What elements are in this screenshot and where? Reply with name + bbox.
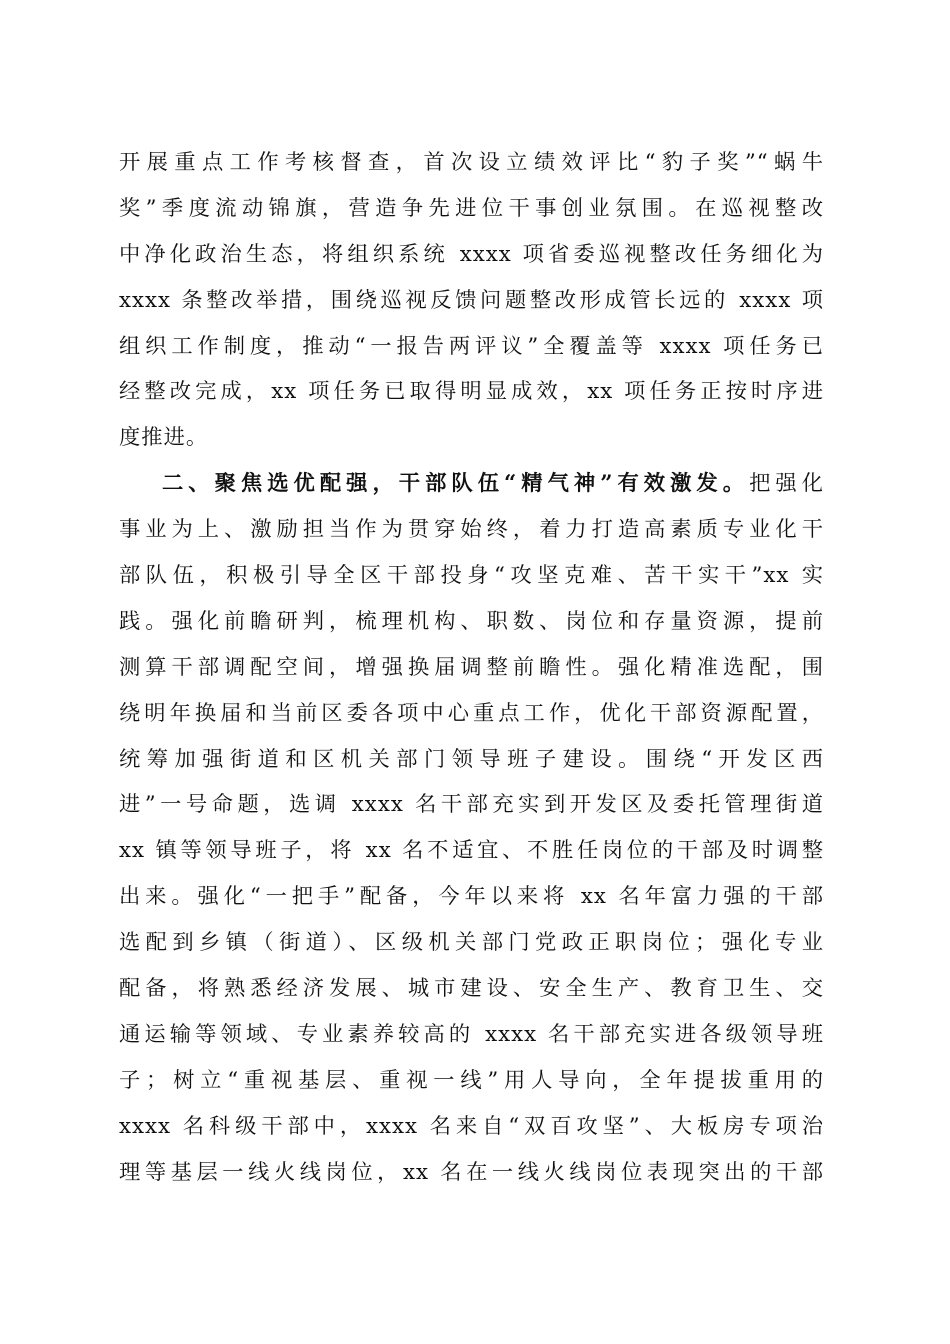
section-two-paragraph [119, 461, 824, 1195]
text-line: xxxx 条整改举措，围绕巡视反馈问题整改形成管长远的 xxxx 项 [119, 287, 824, 313]
text-line: 选配到乡镇（街道）、区级机关部门党政正职岗位；强化专业 [119, 930, 824, 956]
text-line: 统筹加强街道和区机关部门领导班子建设。围绕“开发区西 [119, 746, 824, 772]
text-line: xxxx 名科级干部中，xxxx 名来自“双百攻坚”、大板房专项治 [119, 1113, 824, 1139]
text-line: 践。强化前瞻研判，梳理机构、职数、岗位和存量资源，提前 [119, 608, 824, 634]
paragraph-continuation [119, 140, 824, 461]
text-line: 绕明年换届和当前区委各项中心重点工作，优化干部资源配置， [119, 700, 824, 726]
text-line: 事业为上、激励担当作为贯穿始终，着力打造高素质专业化干 [119, 517, 824, 543]
text-line: 度推进。 [119, 425, 209, 451]
text-line: 理等基层一线火线岗位，xx 名在一线火线岗位表现突出的干部 [119, 1159, 824, 1185]
section-heading-line [119, 461, 824, 507]
text-line: 配备，将熟悉经济发展、城市建设、安全生产、教育卫生、交 [119, 976, 824, 1002]
text-line: xx 镇等领导班子，将 xx 名不适宜、不胜任岗位的干部及时调整 [119, 838, 824, 864]
text-line: 经整改完成，xx 项任务已取得明显成效，xx 项任务正按时序进 [119, 379, 824, 405]
text-line: 测算干部调配空间，增强换届调整前瞻性。强化精准选配，围 [119, 654, 824, 680]
text-line: 进”一号命题，选调 xxxx 名干部充实到开发区及委托管理街道 [119, 792, 824, 818]
text-line: 组织工作制度，推动“一报告两评议”全覆盖等 xxxx 项任务已 [119, 333, 824, 359]
text-line: 部队伍，积极引导全区干部投身“攻坚克难、苦干实干”xx 实 [119, 563, 824, 589]
section-heading: 二、聚焦选优配强，干部队伍“精气神”有效激发。 [162, 471, 750, 497]
text-line: 通运输等领域、专业素养较高的 xxxx 名干部充实进各级领导班 [119, 1021, 824, 1047]
text-line: 奖”季度流动锦旗，营造争先进位干事创业氛围。在巡视整改 [119, 195, 824, 221]
document-body [119, 140, 824, 1195]
text-line: 出来。强化“一把手”配备，今年以来将 xx 名年富力强的干部 [119, 884, 824, 910]
heading-line-rest: 把强化 [749, 471, 824, 497]
text-line: 中净化政治生态，将组织系统 xxxx 项省委巡视整改任务细化为 [119, 241, 824, 267]
text-line: 开展重点工作考核督查，首次设立绩效评比“豹子奖”“蜗牛 [119, 150, 824, 175]
text-line: 子；树立“重视基层、重视一线”用人导向，全年提拔重用的 [119, 1067, 824, 1093]
